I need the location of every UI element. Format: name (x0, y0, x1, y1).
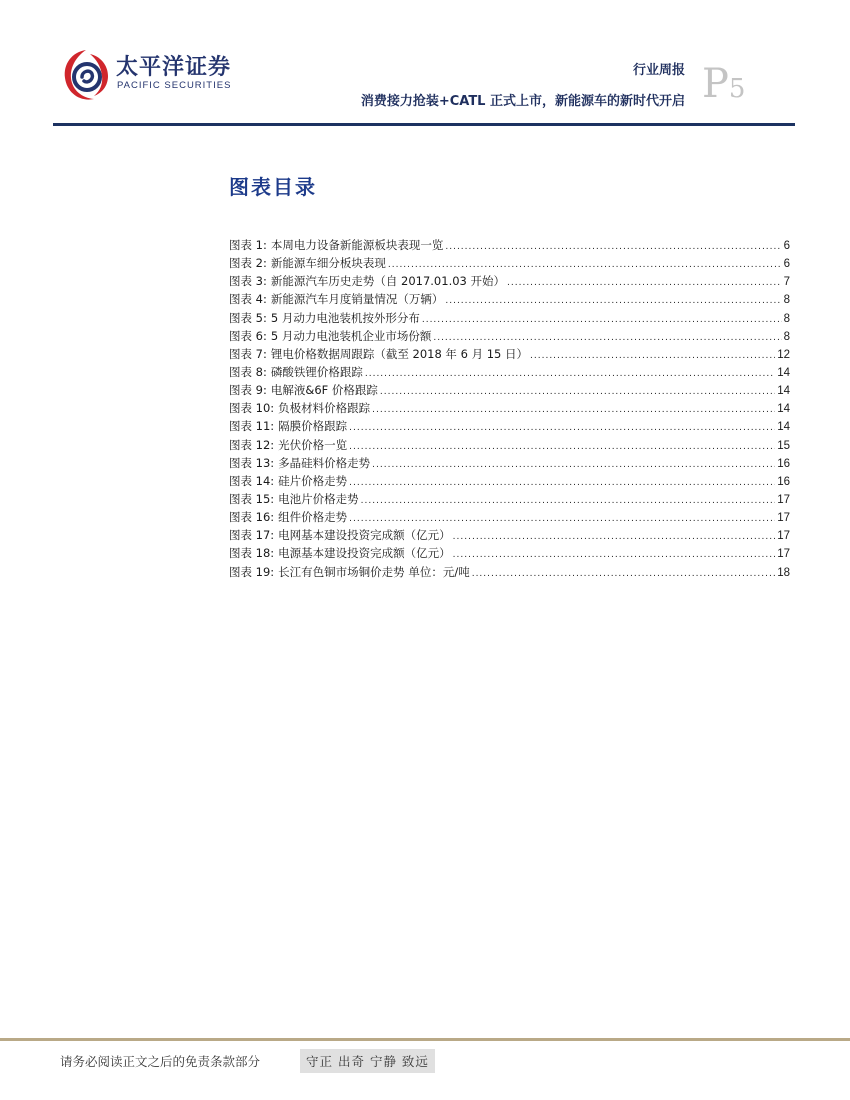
toc-entry[interactable] (229, 490, 790, 508)
toc-entry-title: 锂电价格数据周跟踪（截至 2018 年 6 月 15 日） (270, 346, 529, 361)
toc-leader-dots (507, 274, 782, 292)
toc-entry-page: 15 (777, 439, 790, 452)
toc-leader-dots (453, 528, 776, 546)
toc-entry-title: 磷酸铁锂价格跟踪 (270, 364, 363, 379)
toc-entry-number: 图表 17: (229, 528, 275, 543)
page-number (702, 61, 746, 107)
toc-entry-title: 长江有色铜市场铜价走势 单位：元/吨 (278, 564, 470, 579)
toc-entry[interactable] (229, 381, 790, 399)
toc-entry-number: 图表 12: (229, 437, 275, 452)
toc-leader-dots (349, 474, 775, 492)
toc-entry-number: 图表 18: (229, 546, 275, 561)
toc-entry-title: 电网基本建设投资完成额（亿元） (278, 528, 451, 543)
toc-leader-dots (372, 401, 775, 419)
toc-entry-number: 图表 19: (229, 564, 275, 579)
toc-entry-page: 17 (777, 548, 790, 561)
toc-entry-title: 电池片价格走势 (278, 491, 359, 506)
toc-entry-number: 图表 8: (229, 364, 267, 379)
toc-leader-dots (530, 347, 775, 365)
section-title: 图表目录 (229, 175, 317, 199)
toc-entry-title: 新能源汽车历史走势（自 2017.01.03 开始） (270, 274, 506, 289)
toc-entry-number: 图表 16: (229, 510, 275, 525)
toc-entry[interactable] (229, 508, 790, 526)
toc-leader-dots (472, 565, 776, 583)
toc-entry-number: 图表 7: (229, 346, 267, 361)
toc-entry-number: 图表 10: (229, 401, 275, 416)
toc-entry-page: 18 (777, 566, 790, 579)
toc-leader-dots (380, 383, 775, 401)
figure-toc-list (229, 236, 790, 581)
toc-entry[interactable] (229, 436, 790, 454)
document-type: 行业周报 (632, 63, 685, 78)
toc-entry-title: 隔膜价格跟踪 (278, 419, 348, 434)
pacific-securities-logo-icon (60, 46, 112, 104)
toc-entry-page: 16 (777, 457, 790, 470)
toc-entry-title: 新能源汽车月度销量情况（万辆） (270, 292, 444, 307)
toc-entry-page: 14 (777, 385, 790, 398)
toc-entry-title: 硅片价格走势 (278, 473, 348, 488)
toc-entry-page: 14 (777, 421, 790, 434)
toc-entry-number: 图表 13: (229, 455, 275, 470)
footer-motto: 守正 出奇 宁静 致远 (300, 1049, 435, 1073)
toc-entry-page: 12 (777, 348, 790, 361)
toc-entry[interactable] (229, 327, 790, 345)
toc-entry-page: 14 (777, 366, 790, 379)
toc-entry[interactable] (229, 345, 790, 363)
logo-chinese-name: 太平洋证券 (116, 55, 232, 80)
toc-entry-page: 17 (777, 493, 790, 506)
toc-entry-title: 光伏价格一览 (278, 437, 348, 452)
toc-entry-title: 新能源车细分板块表现 (270, 256, 386, 271)
toc-entry[interactable] (229, 472, 790, 490)
toc-entry[interactable] (229, 563, 790, 581)
toc-entry-title: 5 月动力电池装机企业市场份额 (270, 328, 432, 343)
toc-entry-number: 图表 9: (229, 383, 267, 398)
toc-entry[interactable] (229, 417, 790, 435)
toc-entry-title: 组件价格走势 (278, 510, 348, 525)
toc-entry-page: 8 (783, 294, 790, 307)
toc-entry-page: 17 (777, 512, 790, 525)
toc-entry[interactable] (229, 272, 790, 290)
toc-leader-dots (365, 365, 775, 383)
page-number-value: 5 (728, 74, 746, 104)
toc-leader-dots (361, 492, 776, 510)
toc-entry[interactable] (229, 544, 790, 562)
document-title: 消费接力抢装+CATL 正式上市，新能源车的新时代开启 (360, 94, 685, 109)
logo-english-name: PACIFIC SECURITIES (117, 80, 232, 91)
toc-entry-page: 8 (783, 312, 790, 325)
toc-entry-number: 图表 1: (229, 238, 267, 252)
toc-entry-number: 图表 14: (229, 473, 275, 488)
toc-entry-title: 电源基本建设投资完成额（亿元） (278, 546, 451, 561)
toc-entry-number: 图表 2: (229, 256, 267, 271)
toc-entry-number: 图表 5: (229, 310, 267, 325)
toc-entry-title: 本周电力设备新能源板块表现一览 (270, 238, 444, 252)
header-divider (53, 123, 795, 126)
toc-entry-page: 14 (777, 403, 790, 416)
toc-entry-title: 电解液&6F 价格跟踪 (270, 383, 378, 398)
toc-leader-dots (445, 238, 781, 256)
toc-leader-dots (445, 292, 781, 310)
toc-leader-dots (453, 546, 776, 564)
toc-entry-page: 16 (777, 475, 790, 488)
toc-entry-page: 8 (783, 330, 790, 343)
toc-entry-page: 7 (783, 276, 790, 289)
toc-entry-page: 6 (783, 258, 790, 271)
toc-entry[interactable] (229, 309, 790, 327)
toc-entry-number: 图表 11: (229, 419, 275, 434)
toc-entry-title: 负极材料价格跟踪 (278, 401, 371, 416)
toc-entry[interactable] (229, 254, 790, 272)
toc-entry-title: 5 月动力电池装机按外形分布 (270, 310, 420, 325)
company-logo (60, 46, 260, 106)
toc-entry-number: 图表 4: (229, 292, 267, 307)
toc-entry[interactable] (229, 526, 790, 544)
toc-leader-dots (422, 311, 782, 329)
toc-entry-title: 多晶硅料价格走势 (278, 455, 371, 470)
toc-leader-dots (372, 456, 775, 474)
toc-entry[interactable] (229, 454, 790, 472)
toc-entry-number: 图表 6: (229, 328, 267, 343)
footer-divider (0, 1038, 850, 1041)
toc-entry-number: 图表 3: (229, 274, 267, 289)
footer-disclaimer: 请务必阅读正文之后的免责条款部分 (60, 1054, 261, 1069)
toc-entry-page: 6 (783, 240, 790, 252)
toc-leader-dots (349, 438, 775, 456)
toc-entry[interactable] (229, 290, 790, 308)
toc-leader-dots (349, 419, 775, 437)
toc-entry[interactable] (229, 399, 790, 417)
toc-entry[interactable] (229, 236, 790, 254)
page-prefix: P (702, 61, 729, 107)
toc-entry-page: 17 (777, 530, 790, 543)
toc-entry[interactable] (229, 363, 790, 381)
toc-entry-number: 图表 15: (229, 491, 275, 506)
